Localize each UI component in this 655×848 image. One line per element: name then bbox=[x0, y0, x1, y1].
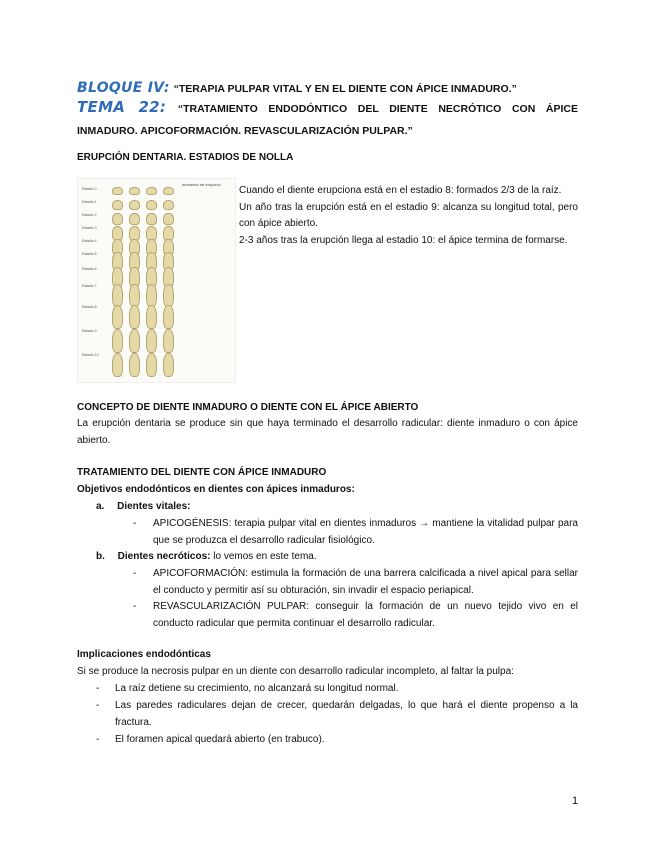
tooth-illustration bbox=[146, 200, 157, 210]
list-item-b bbox=[96, 549, 317, 566]
dash-marker: - bbox=[133, 601, 137, 612]
figure-stage-row bbox=[82, 187, 231, 197]
figure-stage-label: Estadio 9 bbox=[82, 329, 97, 333]
figure-header: momento de erupción bbox=[182, 182, 221, 187]
figure-stage-label: Estadio 8 bbox=[82, 305, 97, 309]
nolla-stages-figure bbox=[77, 178, 236, 383]
figure-stage-row bbox=[82, 329, 231, 339]
figure-stage-label: Estadio 4 bbox=[82, 239, 97, 243]
figure-stage-row bbox=[82, 226, 231, 236]
dash-marker: - bbox=[133, 518, 137, 529]
dash-marker: - bbox=[96, 734, 100, 745]
tooth-illustration bbox=[112, 353, 123, 377]
figure-stage-label: Estadio 10 bbox=[82, 353, 99, 357]
tooth-illustration bbox=[129, 329, 140, 353]
implicaciones-intro: Si se produce la necrosis pulpar en un diente con desarrollo radicular incompleto, al faltar la pulpa: bbox=[77, 666, 514, 677]
figure-stage-label: Estadio 5 bbox=[82, 252, 97, 256]
tooth-illustration bbox=[163, 187, 174, 195]
figure-stage-row bbox=[82, 305, 231, 315]
list-marker: b. bbox=[96, 551, 105, 562]
tooth-illustration bbox=[112, 200, 123, 210]
section-title-implicaciones: Implicaciones endodónticas bbox=[77, 649, 211, 660]
tooth-illustration bbox=[163, 200, 174, 210]
figure-stage-label: Estadio 2 bbox=[82, 213, 97, 217]
list-item-a bbox=[96, 499, 191, 516]
item-b-label: Dientes necróticos: bbox=[117, 551, 211, 562]
tema-title: “TRATAMIENTO ENDODÓNTICO DEL DIENTE NECRÓTICO CON ÁPICE INMADURO. APICOFORMACIÓN. REVASCULARIZACIÓN PULPAR.” bbox=[77, 103, 579, 137]
implicacion-item: El foramen apical quedará abierto (en trabuco). bbox=[115, 734, 325, 745]
tooth-illustration bbox=[163, 353, 174, 377]
tooth-illustration bbox=[163, 305, 174, 329]
tooth-illustration bbox=[146, 353, 157, 377]
dash-marker: - bbox=[96, 683, 100, 694]
tooth-illustration bbox=[146, 187, 157, 195]
figure-stage-row bbox=[82, 284, 231, 294]
figure-stage-row bbox=[82, 267, 231, 277]
tooth-illustration bbox=[112, 213, 123, 225]
bloque-label: BLOQUE IV: bbox=[77, 80, 170, 96]
list-marker: a. bbox=[96, 501, 105, 512]
tooth-illustration bbox=[129, 213, 140, 225]
tooth-illustration bbox=[163, 329, 174, 353]
item-b-rest: lo vemos en este tema. bbox=[210, 551, 317, 562]
implicacion-item: La raíz detiene su crecimiento, no alcanzará su longitud normal. bbox=[115, 683, 399, 694]
tooth-illustration bbox=[129, 200, 140, 210]
figure-stage-label: Estadio 1 bbox=[82, 200, 97, 204]
figure-stage-label: Estadio 6 bbox=[82, 267, 97, 271]
figure-stage-row bbox=[82, 213, 231, 223]
figure-stage-row bbox=[82, 353, 231, 363]
tema-label: TEMA 22: bbox=[77, 98, 167, 116]
nolla-paragraph: Un año tras la erupción está en el estadio 9: alcanza su longitud total, pero con ápice abierto. bbox=[239, 201, 578, 229]
nolla-paragraph: 2-3 años tras la erupción llega al estadio 10: el ápice termina de formarse. bbox=[239, 234, 568, 246]
figure-stage-label: Estadio 3 bbox=[82, 226, 97, 230]
tooth-illustration bbox=[129, 187, 140, 195]
figure-stage-row bbox=[82, 200, 231, 210]
tooth-illustration bbox=[163, 213, 174, 225]
tooth-illustration bbox=[146, 213, 157, 225]
tooth-illustration bbox=[146, 284, 157, 307]
nolla-paragraph: Cuando el diente erupciona está en el estadio 8: formados 2/3 de la raíz. bbox=[239, 185, 562, 196]
tema-heading bbox=[77, 97, 578, 141]
implicacion-item: Las paredes radiculares dejan de crecer, quedarán delgadas, lo que hará el diente propenso a la fractura. bbox=[115, 700, 578, 728]
tooth-illustration bbox=[146, 305, 157, 329]
section-title-tratamiento: TRATAMIENTO DEL DIENTE CON ÁPICE INMADURO bbox=[77, 467, 327, 478]
tooth-illustration bbox=[146, 329, 157, 353]
tooth-illustration bbox=[129, 284, 140, 307]
revascularizacion-text: REVASCULARIZACIÓN PULPAR: conseguir la formación de un nuevo tejido vivo en el conducto radicular que permita continuar el desarrollo radicular. bbox=[153, 601, 578, 629]
figure-stage-label: Estadio 7 bbox=[82, 284, 97, 288]
bloque-title: “TERAPIA PULPAR VITAL Y EN EL DIENTE CON ÁPICE INMADURO.” bbox=[173, 83, 517, 95]
nolla-description bbox=[239, 183, 578, 249]
tooth-illustration bbox=[112, 187, 123, 195]
figure-stage-row bbox=[82, 252, 231, 262]
tooth-illustration bbox=[112, 284, 123, 307]
page-number: 1 bbox=[572, 795, 579, 807]
dash-marker: - bbox=[96, 700, 100, 711]
apicoformacion-text: APICOFORMACIÓN: estimula la formación de una barrera calcificada a nivel apical para sellar el conducto y permitir así su obturación, sin invadir el espacio periapical. bbox=[153, 568, 578, 596]
section-title-nolla: ERUPCIÓN DENTARIA. ESTADIOS DE NOLLA bbox=[77, 152, 294, 163]
tooth-illustration bbox=[129, 305, 140, 329]
section-title-concepto: CONCEPTO DE DIENTE INMADURO O DIENTE CON EL ÁPICE ABIERTO bbox=[77, 402, 419, 413]
item-a-label: Dientes vitales: bbox=[117, 501, 191, 512]
figure-stage-label: Estadio 0 bbox=[82, 187, 97, 191]
concepto-text: La erupción dentaria se produce sin que haya terminado el desarrollo radicular: diente inmaduro o con ápice abierto. bbox=[77, 418, 578, 446]
apicogenesis-text: APICOGÉNESIS: terapia pulpar vital en dientes inmaduros → mantiene la vitalidad pulpar para que se produzca el desarrollo radicular fisiológico. bbox=[153, 518, 578, 546]
dash-marker: - bbox=[133, 568, 137, 579]
bloque-heading bbox=[77, 78, 578, 98]
tooth-illustration bbox=[163, 284, 174, 307]
tooth-illustration bbox=[129, 353, 140, 377]
tooth-illustration bbox=[112, 329, 123, 353]
tooth-illustration bbox=[112, 305, 123, 329]
figure-stage-row bbox=[82, 239, 231, 249]
tratamiento-subtitle: Objetivos endodónticos en dientes con ápices inmaduros: bbox=[77, 484, 355, 495]
